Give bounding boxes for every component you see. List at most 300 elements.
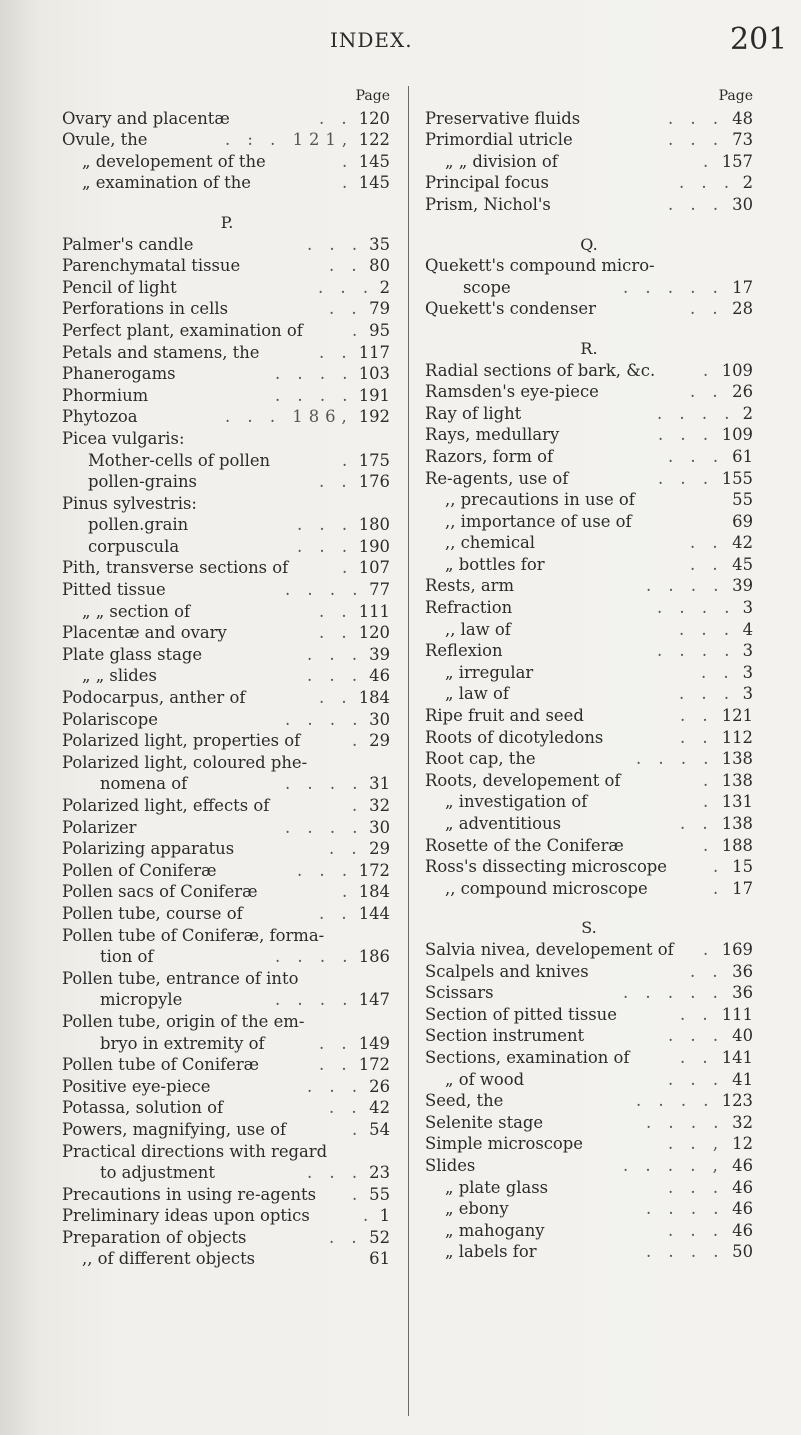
index-entry-term: Polariscope bbox=[62, 709, 158, 729]
leader-dots: . . . . bbox=[657, 403, 736, 423]
index-entry bbox=[425, 961, 753, 983]
section-letter-text: S. bbox=[581, 918, 597, 938]
leader-dots: . . . bbox=[318, 277, 375, 297]
leader-dots: . . . . bbox=[657, 598, 736, 618]
index-entry-term: „ law of bbox=[445, 684, 509, 704]
index-entry bbox=[62, 946, 392, 968]
index-entry bbox=[425, 856, 753, 878]
leader-dots: . bbox=[703, 360, 715, 380]
index-entry bbox=[425, 1133, 753, 1155]
leader-dots: . bbox=[342, 173, 354, 193]
index-entry-page: 190 bbox=[358, 536, 390, 556]
index-entry-page: 28 bbox=[732, 299, 753, 319]
index-entry-page: 117 bbox=[358, 342, 390, 362]
index-entry-term: Rosette of the Coniferæ bbox=[425, 835, 624, 855]
leader-dots: . . bbox=[680, 1047, 714, 1067]
leader-dots: . . bbox=[690, 533, 724, 553]
index-entry bbox=[62, 1033, 392, 1055]
leader-dots: . . , bbox=[668, 1134, 725, 1154]
index-entry-page: 30 bbox=[732, 194, 753, 214]
leader-dots: . . . . bbox=[275, 364, 354, 384]
index-entry-term: ,, importance of use of bbox=[445, 511, 632, 531]
leader-dots: . . bbox=[680, 1004, 714, 1024]
index-entry bbox=[425, 403, 753, 425]
leader-dots: . . . bbox=[668, 446, 725, 466]
index-entry-term: Pith, transverse sections of bbox=[62, 558, 289, 578]
index-entry bbox=[62, 129, 392, 151]
index-entry bbox=[425, 468, 753, 490]
index-entry-term: Sections, examination of bbox=[425, 1047, 630, 1067]
index-entry-term: Ray of light bbox=[425, 403, 522, 423]
index-entry-page: 107 bbox=[358, 558, 390, 578]
index-entry-term: Seed, the bbox=[425, 1091, 504, 1111]
leader-dots: . . bbox=[690, 299, 724, 319]
index-entry bbox=[62, 622, 392, 644]
index-entry-term: „ plate glass bbox=[445, 1177, 549, 1197]
leader-dots: . . . . bbox=[646, 1199, 725, 1219]
index-entry-term: Preliminary ideas upon optics bbox=[62, 1206, 310, 1226]
index-entry bbox=[62, 1119, 392, 1141]
leader-dots: . . . . , bbox=[623, 1155, 724, 1175]
index-entry bbox=[62, 860, 392, 882]
index-entry-term: Roots of dicotyledons bbox=[425, 727, 604, 747]
index-entry bbox=[62, 1141, 392, 1163]
leader-dots: . bbox=[703, 770, 715, 790]
index-entry-page: 26 bbox=[369, 1076, 390, 1096]
index-entry-page: 46 bbox=[369, 666, 390, 686]
leader-dots: . . . . . bbox=[623, 983, 724, 1003]
index-entry bbox=[425, 705, 753, 727]
index-entry-page: 184 bbox=[358, 688, 390, 708]
index-entry-term: ,, precautions in use of bbox=[445, 490, 635, 510]
index-entry bbox=[62, 644, 392, 666]
index-entry-page: 45 bbox=[732, 554, 753, 574]
index-entry-page: 172 bbox=[358, 860, 390, 880]
index-entry bbox=[425, 727, 753, 749]
leader-dots: . . . bbox=[307, 666, 364, 686]
leader-dots: . . . . bbox=[646, 1242, 725, 1262]
index-entry-page: 188 bbox=[721, 835, 753, 855]
leader-dots: . . bbox=[329, 1098, 363, 1118]
index-entry-term: „ investigation of bbox=[445, 792, 588, 812]
section-letter bbox=[425, 917, 753, 939]
index-entry-term: Razors, form of bbox=[425, 446, 554, 466]
index-entry-term: Quekett's compound micro- bbox=[425, 256, 655, 276]
section-letter bbox=[425, 338, 753, 360]
index-entry-term: Roots, developement of bbox=[425, 770, 621, 790]
index-entry bbox=[62, 1248, 392, 1270]
index-entry-term: Palmer's candle bbox=[62, 234, 194, 254]
index-entry-page: 31 bbox=[369, 774, 390, 794]
index-entry-term: Pitted tissue bbox=[62, 580, 166, 600]
index-entry-term: „ bottles for bbox=[445, 554, 545, 574]
index-entry-term: Ovary and placentæ bbox=[62, 108, 230, 128]
leader-dots: . . bbox=[690, 382, 724, 402]
index-entry-page: 109 bbox=[721, 425, 753, 445]
index-entry-term: Principal focus bbox=[425, 173, 549, 193]
index-entry-page: 145 bbox=[358, 151, 390, 171]
index-entry-page: 3 bbox=[742, 641, 753, 661]
index-entry bbox=[425, 381, 753, 403]
index-entry bbox=[425, 662, 753, 684]
index-entry-term: Picea vulgaris: bbox=[62, 428, 185, 448]
index-entry bbox=[62, 579, 392, 601]
leader-dots: . . . . bbox=[285, 774, 364, 794]
index-entry-term: Primordial utricle bbox=[425, 130, 573, 150]
index-entry bbox=[425, 1155, 753, 1177]
index-entry-term: Ramsden's eye-piece bbox=[425, 382, 599, 402]
index-entry-page: 112 bbox=[721, 727, 753, 747]
index-entry-page: 36 bbox=[732, 961, 753, 981]
leader-dots: . bbox=[703, 792, 715, 812]
index-entry-term: Salvia nivea, developement of bbox=[425, 939, 674, 959]
index-entry bbox=[425, 424, 753, 446]
index-entry-page: 3 bbox=[742, 662, 753, 682]
index-entry-term: Plate glass stage bbox=[62, 644, 203, 664]
leader-dots: . . . . bbox=[646, 576, 725, 596]
index-entry bbox=[425, 151, 753, 173]
index-entry bbox=[425, 748, 753, 770]
index-entry-term: Polarized light, properties of bbox=[62, 731, 301, 751]
index-entry bbox=[425, 1069, 753, 1091]
index-entry bbox=[62, 493, 392, 515]
index-entry bbox=[62, 838, 392, 860]
index-entry-page: 2 bbox=[742, 403, 753, 423]
leader-dots: . . . . . bbox=[623, 277, 724, 297]
leader-dots: . . bbox=[680, 727, 714, 747]
index-entry-page: 69 bbox=[732, 511, 753, 531]
index-entry-term: Polarizer bbox=[62, 817, 137, 837]
index-entry-page: 123 bbox=[721, 1091, 753, 1111]
index-entry-term: Pollen tube, origin of the em- bbox=[62, 1011, 305, 1031]
column-divider bbox=[408, 86, 409, 1416]
index-entry-term: Pollen tube of Coniferæ bbox=[62, 1055, 260, 1075]
index-entry-term: Section of pitted tissue bbox=[425, 1004, 617, 1024]
spacer bbox=[62, 194, 392, 212]
index-entry-term: ,, chemical bbox=[445, 533, 536, 553]
page-heading-label: Page bbox=[718, 88, 753, 104]
index-entry-term: Pollen tube of Coniferæ, forma- bbox=[62, 925, 325, 945]
index-entry bbox=[425, 1177, 753, 1199]
index-entry bbox=[425, 982, 753, 1004]
index-entry bbox=[425, 1198, 753, 1220]
index-entry-page: 32 bbox=[732, 1112, 753, 1132]
index-entry-term: Podocarpus, anther of bbox=[62, 688, 246, 708]
index-entry bbox=[425, 813, 753, 835]
section-letter bbox=[62, 212, 392, 234]
leader-dots: . bbox=[703, 939, 715, 959]
index-entry-term: scope bbox=[463, 277, 511, 297]
index-entry bbox=[425, 640, 753, 662]
index-entry bbox=[62, 428, 392, 450]
index-entry-page: 30 bbox=[369, 709, 390, 729]
index-entry-page: 131 bbox=[721, 792, 753, 812]
index-entry bbox=[62, 601, 392, 623]
leader-dots: . . bbox=[701, 662, 735, 682]
index-entry-term: ,, law of bbox=[445, 619, 511, 639]
leader-dots: . . . bbox=[307, 644, 364, 664]
index-entry-page: 186 bbox=[358, 947, 390, 967]
index-entry-term: Pollen sacs of Coniferæ bbox=[62, 882, 258, 902]
index-entry bbox=[62, 1184, 392, 1206]
index-entry-page: 30 bbox=[369, 817, 390, 837]
index-entry-term: Re-agents, use of bbox=[425, 468, 569, 488]
index-entry-term: „ irregular bbox=[445, 662, 534, 682]
index-entry bbox=[425, 1112, 753, 1134]
index-entry-term: Selenite stage bbox=[425, 1112, 544, 1132]
index-entry-page: 46 bbox=[732, 1155, 753, 1175]
index-entry-term: „ of wood bbox=[445, 1069, 525, 1089]
index-entry-page: 169 bbox=[721, 939, 753, 959]
index-entry-page: 184 bbox=[358, 882, 390, 902]
leader-dots: . . . bbox=[668, 130, 725, 150]
index-entry bbox=[62, 881, 392, 903]
index-entry-term: Pollen of Coniferæ bbox=[62, 860, 217, 880]
index-entry-page: 35 bbox=[369, 234, 390, 254]
index-entry-term: Root cap, the bbox=[425, 749, 536, 769]
leader-dots: . . . . bbox=[285, 817, 364, 837]
index-entry-page: 41 bbox=[732, 1069, 753, 1089]
index-entry bbox=[62, 255, 392, 277]
index-entry bbox=[62, 151, 392, 173]
leader-dots: . . . bbox=[679, 684, 736, 704]
leader-dots: . . bbox=[319, 688, 353, 708]
index-entry-term: Perforations in cells bbox=[62, 299, 229, 319]
index-entry-term: Rests, arm bbox=[425, 576, 515, 596]
index-entry bbox=[425, 939, 753, 961]
spacer bbox=[425, 899, 753, 917]
index-entry bbox=[425, 129, 753, 151]
index-entry-term: Petals and stamens, the bbox=[62, 342, 260, 362]
index-entry bbox=[62, 1097, 392, 1119]
index-entry bbox=[62, 342, 392, 364]
page-header bbox=[0, 14, 801, 57]
leader-dots: . . . bbox=[679, 619, 736, 639]
leader-dots: . . . . bbox=[275, 947, 354, 967]
index-entry bbox=[62, 1076, 392, 1098]
index-entry-page: 23 bbox=[369, 1163, 390, 1183]
leader-dots: . . bbox=[319, 342, 353, 362]
index-entry-page: 109 bbox=[721, 360, 753, 380]
index-entry-page: 2 bbox=[379, 277, 390, 297]
index-entry bbox=[425, 172, 753, 194]
leader-dots: . . bbox=[329, 839, 363, 859]
leader-dots: . . . . bbox=[285, 709, 364, 729]
index-entry-term: Precautions in using re-agents bbox=[62, 1184, 317, 1204]
index-entry bbox=[425, 489, 753, 511]
index-entry-page: 121 bbox=[721, 706, 753, 726]
index-entry-page: 192 bbox=[358, 407, 390, 427]
index-entry-page: 46 bbox=[732, 1177, 753, 1197]
index-entry-page: 144 bbox=[358, 903, 390, 923]
leader-dots: . . . . bbox=[657, 641, 736, 661]
leader-dots: . bbox=[703, 835, 715, 855]
index-entry-term: Ross's dissecting microscope bbox=[425, 857, 668, 877]
index-entry-page: 80 bbox=[369, 256, 390, 276]
leader-dots: . . . bbox=[297, 536, 354, 556]
index-entry-page: 120 bbox=[358, 108, 390, 128]
index-entry-page: 29 bbox=[369, 731, 390, 751]
index-entry bbox=[62, 450, 392, 472]
index-entry bbox=[62, 665, 392, 687]
leader-dots: . . . bbox=[668, 108, 725, 128]
index-entry-term: Pollen tube, course of bbox=[62, 903, 243, 923]
index-entry-term: Pencil of light bbox=[62, 277, 177, 297]
index-entry-page: 191 bbox=[358, 385, 390, 405]
index-entry-term: Preservative fluids bbox=[425, 108, 581, 128]
index-entry-page: 29 bbox=[369, 839, 390, 859]
index-entry-term: „ mahogany bbox=[445, 1220, 545, 1240]
index-entry-page: 12 bbox=[732, 1134, 753, 1154]
index-entry-term: Perfect plant, examination of bbox=[62, 320, 303, 340]
index-entry bbox=[62, 471, 392, 493]
index-entry-term: Phanerogams bbox=[62, 364, 176, 384]
index-entry bbox=[62, 514, 392, 536]
section-letter-text: R. bbox=[580, 338, 598, 358]
index-entry-page: 17 bbox=[732, 878, 753, 898]
index-entry-page: 138 bbox=[721, 770, 753, 790]
index-entry-page: 55 bbox=[732, 490, 753, 510]
leader-dots: . . . . bbox=[285, 580, 364, 600]
leader-dots: . . . bbox=[668, 1069, 725, 1089]
index-entry bbox=[62, 968, 392, 990]
page-number: 201 bbox=[730, 22, 788, 57]
leader-dots: . . . bbox=[679, 173, 736, 193]
index-entry bbox=[425, 1090, 753, 1112]
index-entry bbox=[62, 234, 392, 256]
leader-dots: . bbox=[342, 558, 354, 578]
index-entry bbox=[62, 773, 392, 795]
index-entry bbox=[425, 683, 753, 705]
index-entry-page: 172 bbox=[358, 1055, 390, 1075]
index-entry bbox=[62, 1227, 392, 1249]
leader-dots: . . bbox=[690, 961, 724, 981]
leader-dots: . bbox=[703, 151, 715, 171]
leader-dots: . bbox=[352, 731, 364, 751]
index-entry-term: Slides bbox=[425, 1155, 476, 1175]
index-entry-term: Positive eye-piece bbox=[62, 1076, 211, 1096]
index-entry-page: 42 bbox=[369, 1098, 390, 1118]
index-entry bbox=[62, 172, 392, 194]
leader-dots: . . . bbox=[668, 1177, 725, 1197]
index-entry-term: Quekett's condenser bbox=[425, 299, 596, 319]
index-entry-term: ,, compound microscope bbox=[445, 878, 648, 898]
index-entry bbox=[425, 1220, 753, 1242]
index-column-left bbox=[62, 86, 392, 1270]
index-entry-term: Radial sections of bark, &c. bbox=[425, 360, 656, 380]
index-entry-term: bryo in extremity of bbox=[100, 1033, 265, 1053]
index-entry bbox=[62, 320, 392, 342]
leader-dots: . . bbox=[319, 1055, 353, 1075]
index-entry-page: 42 bbox=[732, 533, 753, 553]
index-entry bbox=[425, 360, 753, 382]
page-heading-label: Page bbox=[355, 88, 390, 104]
index-entry-term: Section instrument bbox=[425, 1026, 585, 1046]
index-entry-term: Placentæ and ovary bbox=[62, 623, 227, 643]
index-entry-page: 15 bbox=[732, 857, 753, 877]
index-entry-term: Scissars bbox=[425, 983, 494, 1003]
index-entry bbox=[425, 770, 753, 792]
index-entry-term: Ovule, the bbox=[62, 130, 148, 150]
index-entry-page: 50 bbox=[732, 1242, 753, 1262]
leader-dots: . . bbox=[690, 554, 724, 574]
index-entry-term: ,, of different objects bbox=[82, 1249, 256, 1269]
index-entry-page: 149 bbox=[358, 1033, 390, 1053]
index-entry-page: 4 bbox=[742, 619, 753, 639]
index-entry bbox=[425, 108, 753, 130]
index-entry-page: 48 bbox=[732, 108, 753, 128]
index-entry-term: Pinus sylvestris: bbox=[62, 493, 197, 513]
index-entry bbox=[62, 730, 392, 752]
index-entry bbox=[425, 1004, 753, 1026]
leader-dots: . bbox=[713, 878, 725, 898]
index-entry-term: „ „ division of bbox=[445, 151, 558, 171]
leader-dots: . . . bbox=[658, 468, 715, 488]
leader-dots: . bbox=[363, 1206, 375, 1226]
leader-dots: . bbox=[352, 320, 364, 340]
index-entry-term: Ripe fruit and seed bbox=[425, 706, 584, 726]
leader-dots: . . . . bbox=[636, 749, 715, 769]
index-entry-page: 120 bbox=[358, 623, 390, 643]
index-entry bbox=[425, 1047, 753, 1069]
index-entry-term: Powers, magnifying, use of bbox=[62, 1119, 287, 1139]
index-entry-term: Simple microscope bbox=[425, 1134, 583, 1154]
index-entry-page: 122 bbox=[358, 130, 390, 150]
index-entry bbox=[425, 194, 753, 216]
index-entry-term: nomena of bbox=[100, 774, 188, 794]
index-entry-page: 147 bbox=[358, 990, 390, 1010]
leader-dots: . . . bbox=[668, 194, 725, 214]
index-entry-term: Mother-cells of pollen bbox=[88, 450, 271, 470]
leader-dots: . . bbox=[329, 256, 363, 276]
index-entry-term: Parenchymatal tissue bbox=[62, 256, 241, 276]
index-entry-page: 52 bbox=[369, 1227, 390, 1247]
index-entry-page: 79 bbox=[369, 299, 390, 319]
index-entry bbox=[62, 709, 392, 731]
index-entry-term: Rays, medullary bbox=[425, 425, 560, 445]
index-entry bbox=[425, 511, 753, 533]
index-entry-term: „ developement of the bbox=[82, 151, 266, 171]
index-entry-page: 180 bbox=[358, 515, 390, 535]
leader-dots: . bbox=[352, 1119, 364, 1139]
index-entry-page: 61 bbox=[732, 446, 753, 466]
spacer bbox=[425, 216, 753, 234]
leader-dots: . . bbox=[319, 1033, 353, 1053]
index-entry bbox=[425, 791, 753, 813]
index-entry bbox=[62, 406, 392, 428]
leader-dots: . . . bbox=[307, 234, 364, 254]
index-entry-term: Polarizing apparatus bbox=[62, 839, 235, 859]
index-entry-term: Pollen tube, entrance of into bbox=[62, 968, 299, 988]
index-entry-page: 111 bbox=[358, 601, 390, 621]
index-entry-page: 39 bbox=[732, 576, 753, 596]
leader-dots: . bbox=[352, 796, 364, 815]
index-entry-page: 46 bbox=[732, 1220, 753, 1240]
index-entry bbox=[62, 687, 392, 709]
leader-dots: . bbox=[342, 450, 354, 470]
index-entry-page: 55 bbox=[369, 1184, 390, 1204]
index-entry-page: 61 bbox=[369, 1249, 390, 1269]
index-entry-term: „ „ section of bbox=[82, 601, 191, 621]
index-entry bbox=[62, 363, 392, 385]
index-entry bbox=[62, 795, 392, 817]
index-entry bbox=[425, 1241, 753, 1263]
index-entry bbox=[62, 989, 392, 1011]
index-entry bbox=[62, 1205, 392, 1227]
index-entry bbox=[425, 298, 753, 320]
index-entry bbox=[62, 752, 392, 774]
index-entry-page: 138 bbox=[721, 814, 753, 833]
